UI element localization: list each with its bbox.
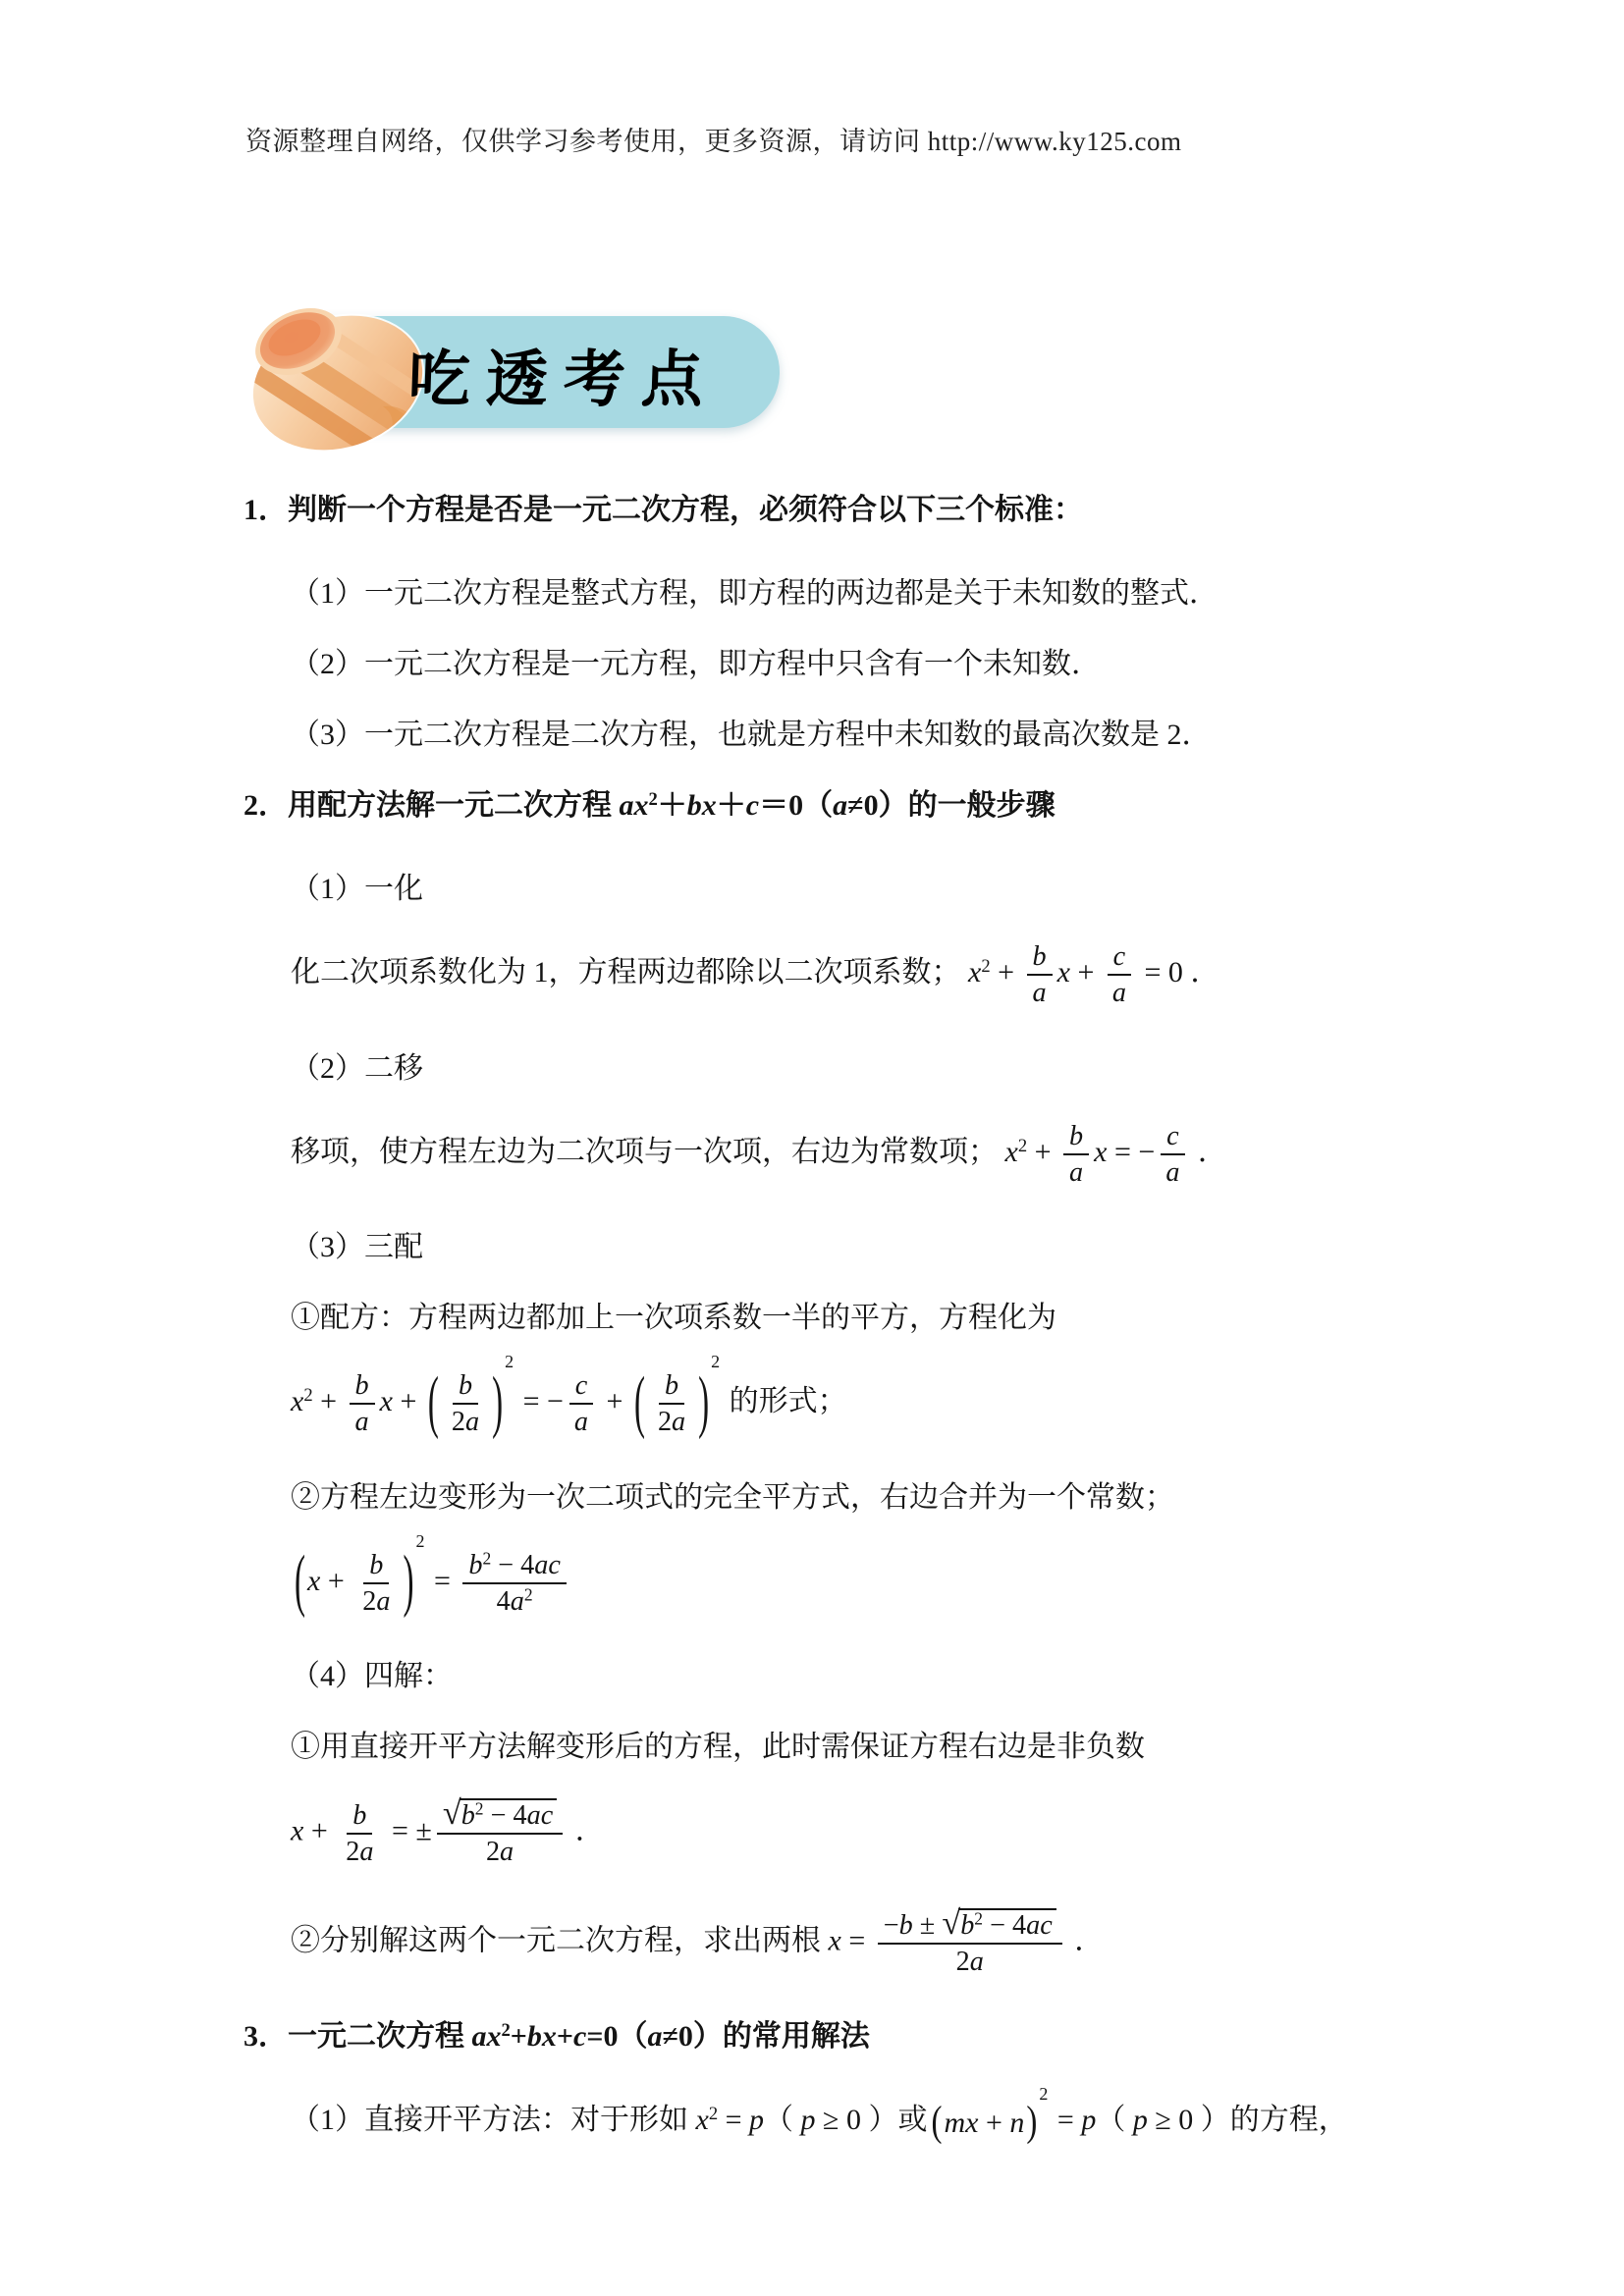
step-3-sub-1: ①配方：方程两边都加上一次项系数一半的平方，方程化为	[291, 1302, 1056, 1335]
step-3-formula-1: $x^2$ + $\frac{b}{a}$ x + ( $\frac{b}{2a}$ ) 2 = − $\frac{c}{a}$ + ( $\frac{b}{2a}$ ) 2 的形式；	[291, 1351, 847, 1442]
page-header-note: 资源整理自网络，仅供学习参考使用，更多资源，请访问 http://www.ky125.com	[245, 127, 1182, 156]
step-4-sub-1: ①用直接开平方法解变形后的方程，此时需保证方程右边是非负数	[291, 1731, 1145, 1764]
step-4-formula-1: x + $\frac{b}{2a}$ = ± √ $b^2 - 4ac$ 2a ．	[291, 1794, 605, 1868]
step-1-text: 化二次项系数化为 1，方程两边都除以二次项系数； $x^2$ + $\frac{b}{a}$ x + $\frac{c}{a}$ = 0 ．	[291, 941, 1220, 1009]
point-1-heading: 1．判断一个方程是否是一元二次方程，必须符合以下三个标准：	[244, 494, 1083, 526]
point-1-item-1: （1）一元二次方程是整式方程，即方程的两边都是关于未知数的整式．	[291, 577, 1218, 610]
step-4-label: （4）四解：	[291, 1660, 453, 1693]
step-2-text: 移项，使方程左边为二次项与一次项，右边为常数项； $x^2$ + $\frac{b}{a}$ x = − $\frac{c}{a}$ ．	[291, 1120, 1227, 1188]
point-3-heading: 3．一元二次方程 $ax^2+bx+c=0(a\ne 0)$的常用解法	[244, 2019, 870, 2054]
point-2-heading: 2．用配方法解一元二次方程 $ax^2+bx+c=0(a\ne 0)$的一般步骤	[244, 788, 1056, 822]
document-body	[244, 491, 1402, 2183]
step-3-sub-2: ②方程左边变形为一次二项式的完全平方式，右边合并为一个常数；	[291, 1480, 1174, 1514]
step-2-label: （2）二移	[291, 1051, 423, 1085]
badge-title: 吃透考点	[406, 346, 721, 414]
step-3-formula-2: ( x + $\frac{b}{2a}$ ) 2 = $\frac{b^2 - 4ac}{4a^2}$	[244, 1549, 1402, 1619]
step-1-label: （1）一化	[291, 873, 423, 905]
point-1-item-2: （2）一元二次方程是一元方程，即方程中只含有一个未知数．	[291, 648, 1101, 680]
section-badge	[242, 287, 811, 463]
step-3-label: （3）三配	[291, 1231, 423, 1264]
step-4-sub-2: ②分别解这两个一元二次方程，求出两根 x = −b ± √ $b^2 - 4ac$ 2a ．	[291, 1903, 1105, 1977]
method-1-text: （1）直接开平方法：对于形如 $x^2 = p$（ p ≥ 0 ）或 ( mx + n ) 2 = p（ p ≥ 0 ）的方程，	[291, 2083, 1348, 2146]
point-1-item-3: （3）一元二次方程是二次方程，也就是方程中未知数的最高次数是 2．	[291, 719, 1212, 751]
